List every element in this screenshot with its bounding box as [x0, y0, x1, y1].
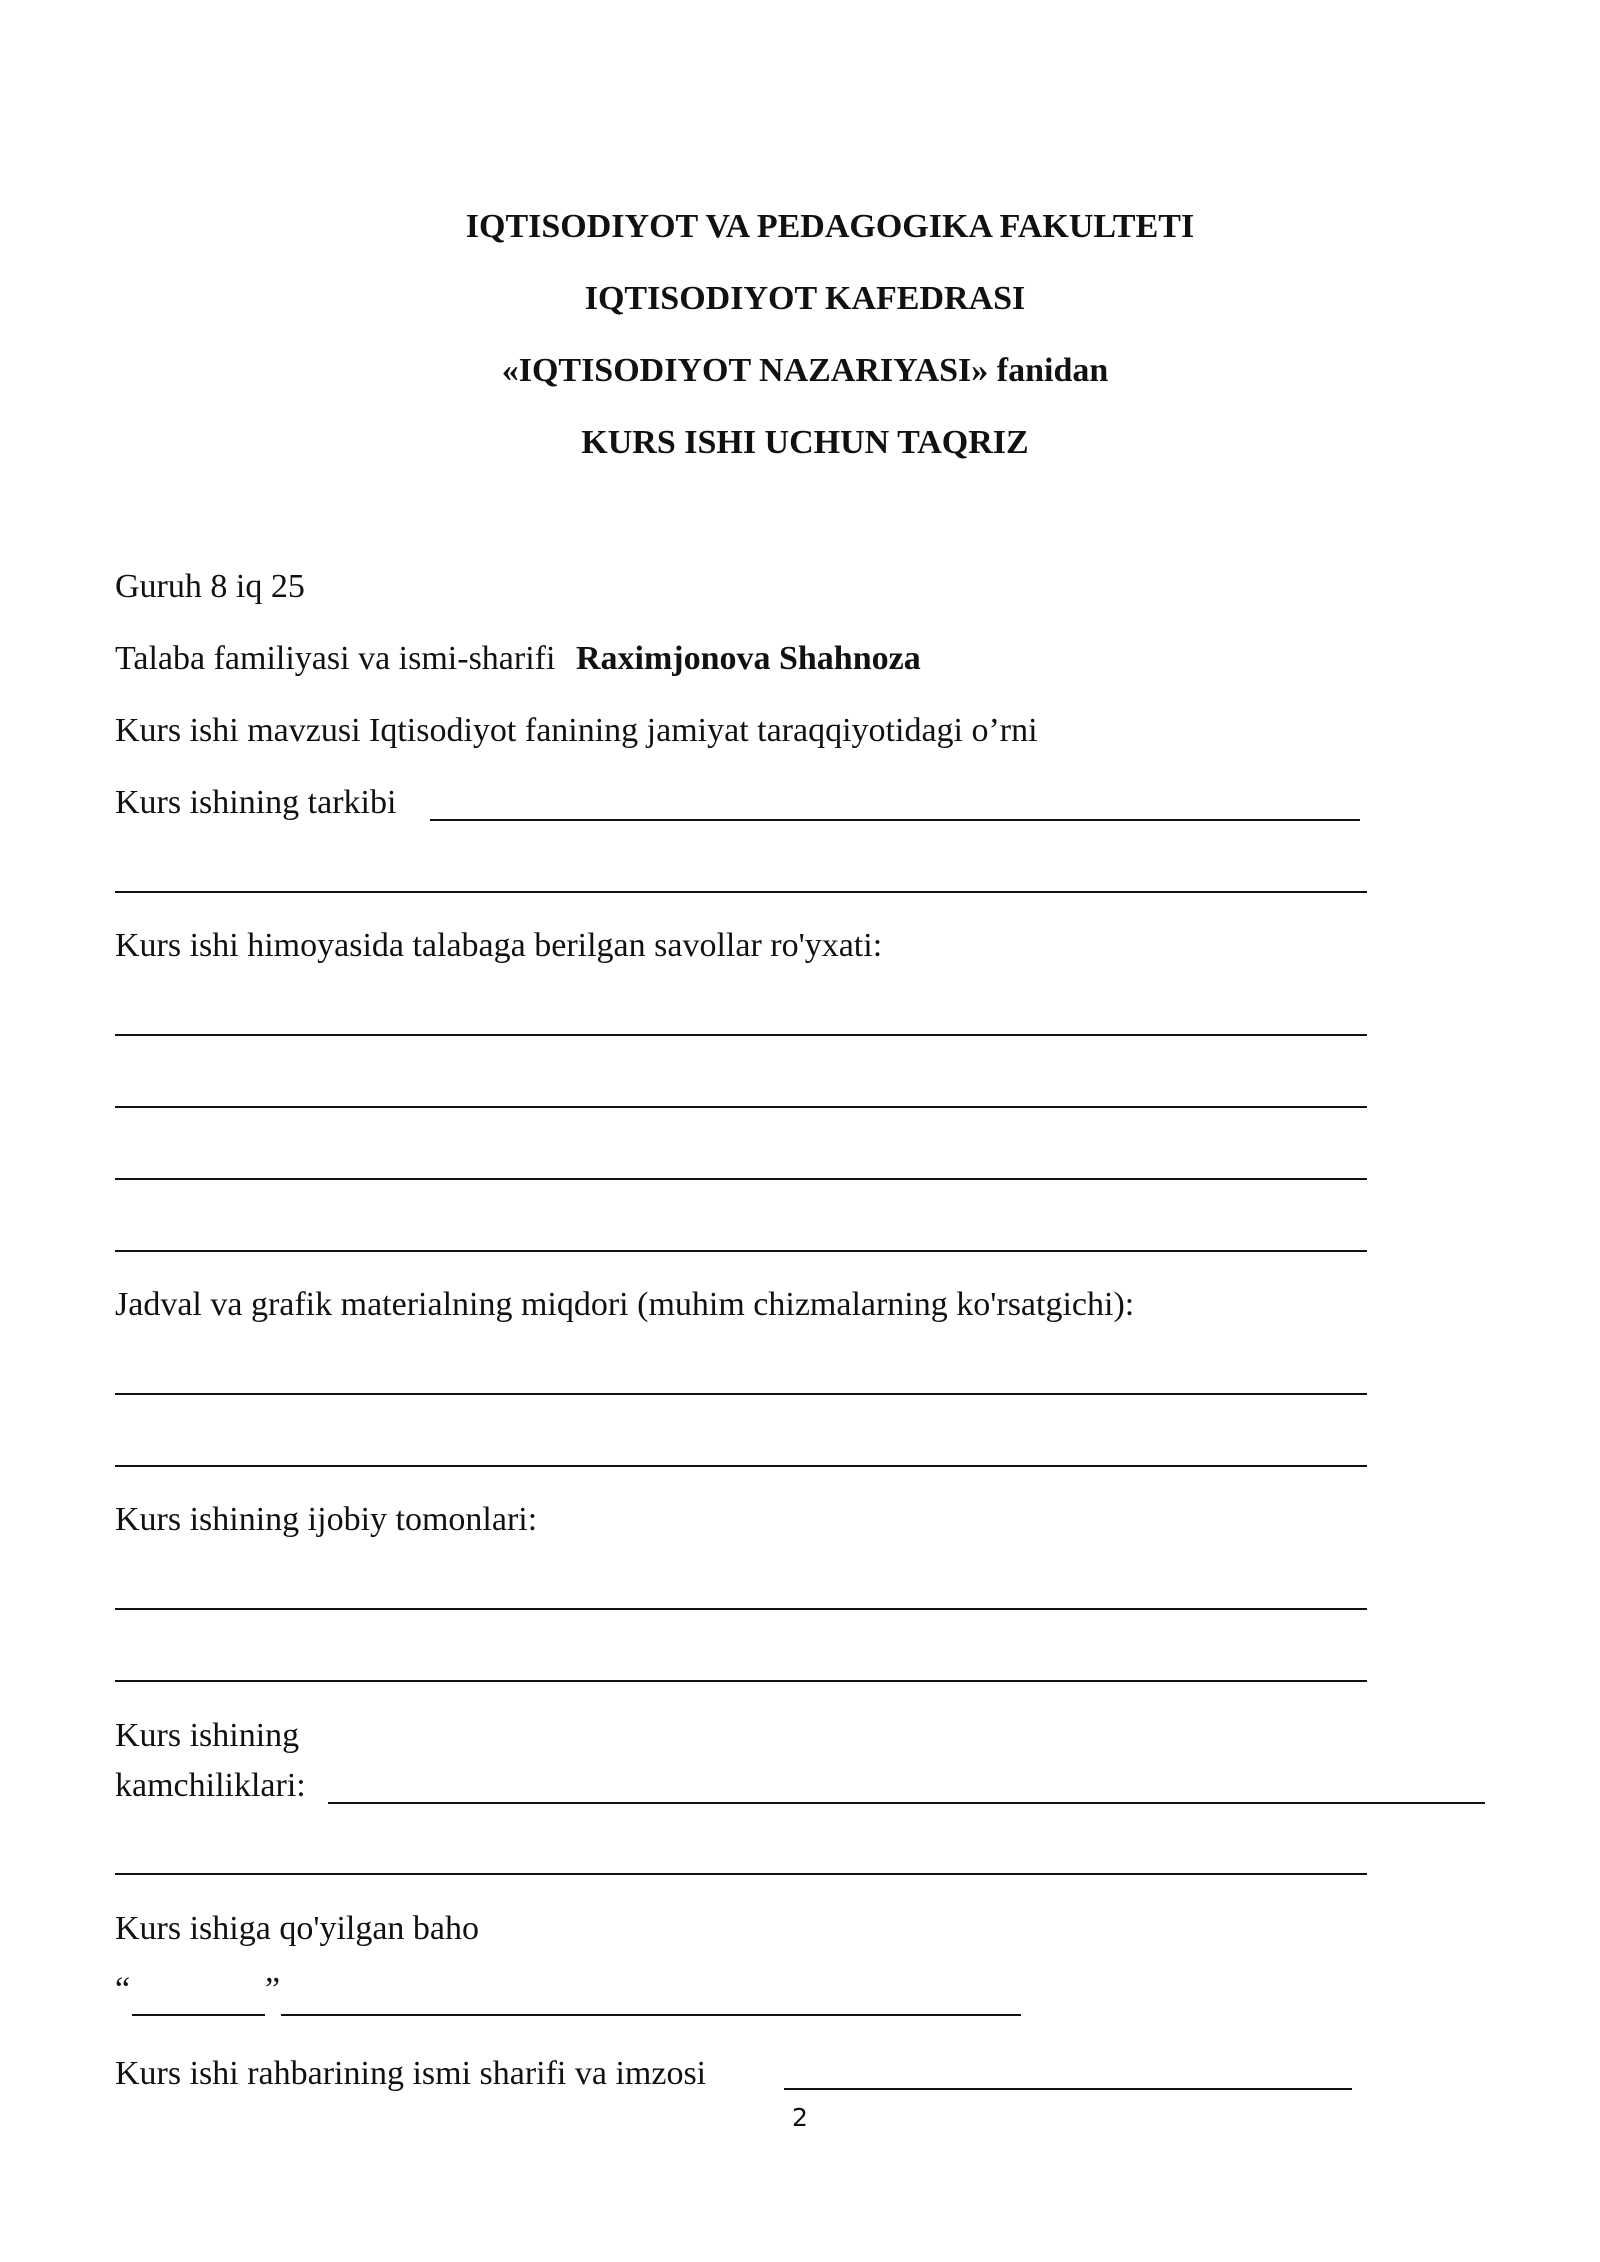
structure-label: Kurs ishining tarkibi [115, 784, 397, 821]
defense-questions-label: Kurs ishi himoyasida talabaga berilgan savollar ro'yxati: [115, 927, 883, 964]
defense-questions-line-2[interactable] [115, 1106, 1367, 1108]
defense-questions-line-4[interactable] [115, 1250, 1367, 1252]
grade-score-field[interactable] [132, 2014, 265, 2016]
shortcomings-line-1[interactable] [328, 1802, 1485, 1804]
page-number: 2 [792, 2103, 808, 2132]
positive-aspects-line-1[interactable] [115, 1608, 1367, 1610]
tables-graphics-label: Jadval va grafik materialning miqdori (muhim chizmalarning ko'rsatgichi): [115, 1286, 1135, 1323]
student-line [115, 639, 921, 679]
grade-line [115, 1970, 130, 2010]
group-line: Guruh 8 iq 25 [115, 568, 305, 605]
supervisor-signature-field[interactable] [784, 2088, 1352, 2090]
structure-answer-line-1[interactable] [430, 819, 1360, 821]
shortcomings-label-line-2: kamchiliklari: [115, 1767, 306, 1804]
grade-text-field[interactable] [281, 2014, 1021, 2016]
subject-heading: «IQTISODIYOT NAZARIYASI» fanidan [501, 352, 1109, 389]
student-label: Talaba familiyasi va ismi-sharifi [115, 640, 556, 677]
shortcomings-label-line-1: Kurs ishining [115, 1717, 300, 1754]
faculty-heading: IQTISODIYOT VA PEDAGOGIKA FAKULTETI [465, 208, 1195, 245]
topic-line: Kurs ishi mavzusi Iqtisodiyot fanining jamiyat taraqqiyotidagi o’rni [115, 712, 1038, 749]
grade-label: Kurs ishiga qo'yilgan baho [115, 1910, 480, 1947]
document-title: KURS ISHI UCHUN TAQRIZ [581, 424, 1029, 461]
defense-questions-line-1[interactable] [115, 1034, 1367, 1036]
supervisor-label: Kurs ishi rahbarining ismi sharifi va imzosi [115, 2055, 707, 2092]
defense-questions-line-3[interactable] [115, 1178, 1367, 1180]
shortcomings-line-2[interactable] [115, 1873, 1367, 1875]
positive-aspects-line-2[interactable] [115, 1680, 1367, 1682]
tables-graphics-line-2[interactable] [115, 1465, 1367, 1467]
department-heading: IQTISODIYOT KAFEDRASI [584, 280, 1026, 317]
grade-open-quote: “ [115, 1971, 131, 2008]
positive-aspects-label: Kurs ishining ijobiy tomonlari: [115, 1501, 538, 1538]
student-name: Raximjonova Shahnoza [575, 640, 921, 677]
tables-graphics-line-1[interactable] [115, 1393, 1367, 1395]
grade-close-quote: ” [265, 1971, 281, 2008]
structure-answer-line-2[interactable] [115, 891, 1367, 893]
